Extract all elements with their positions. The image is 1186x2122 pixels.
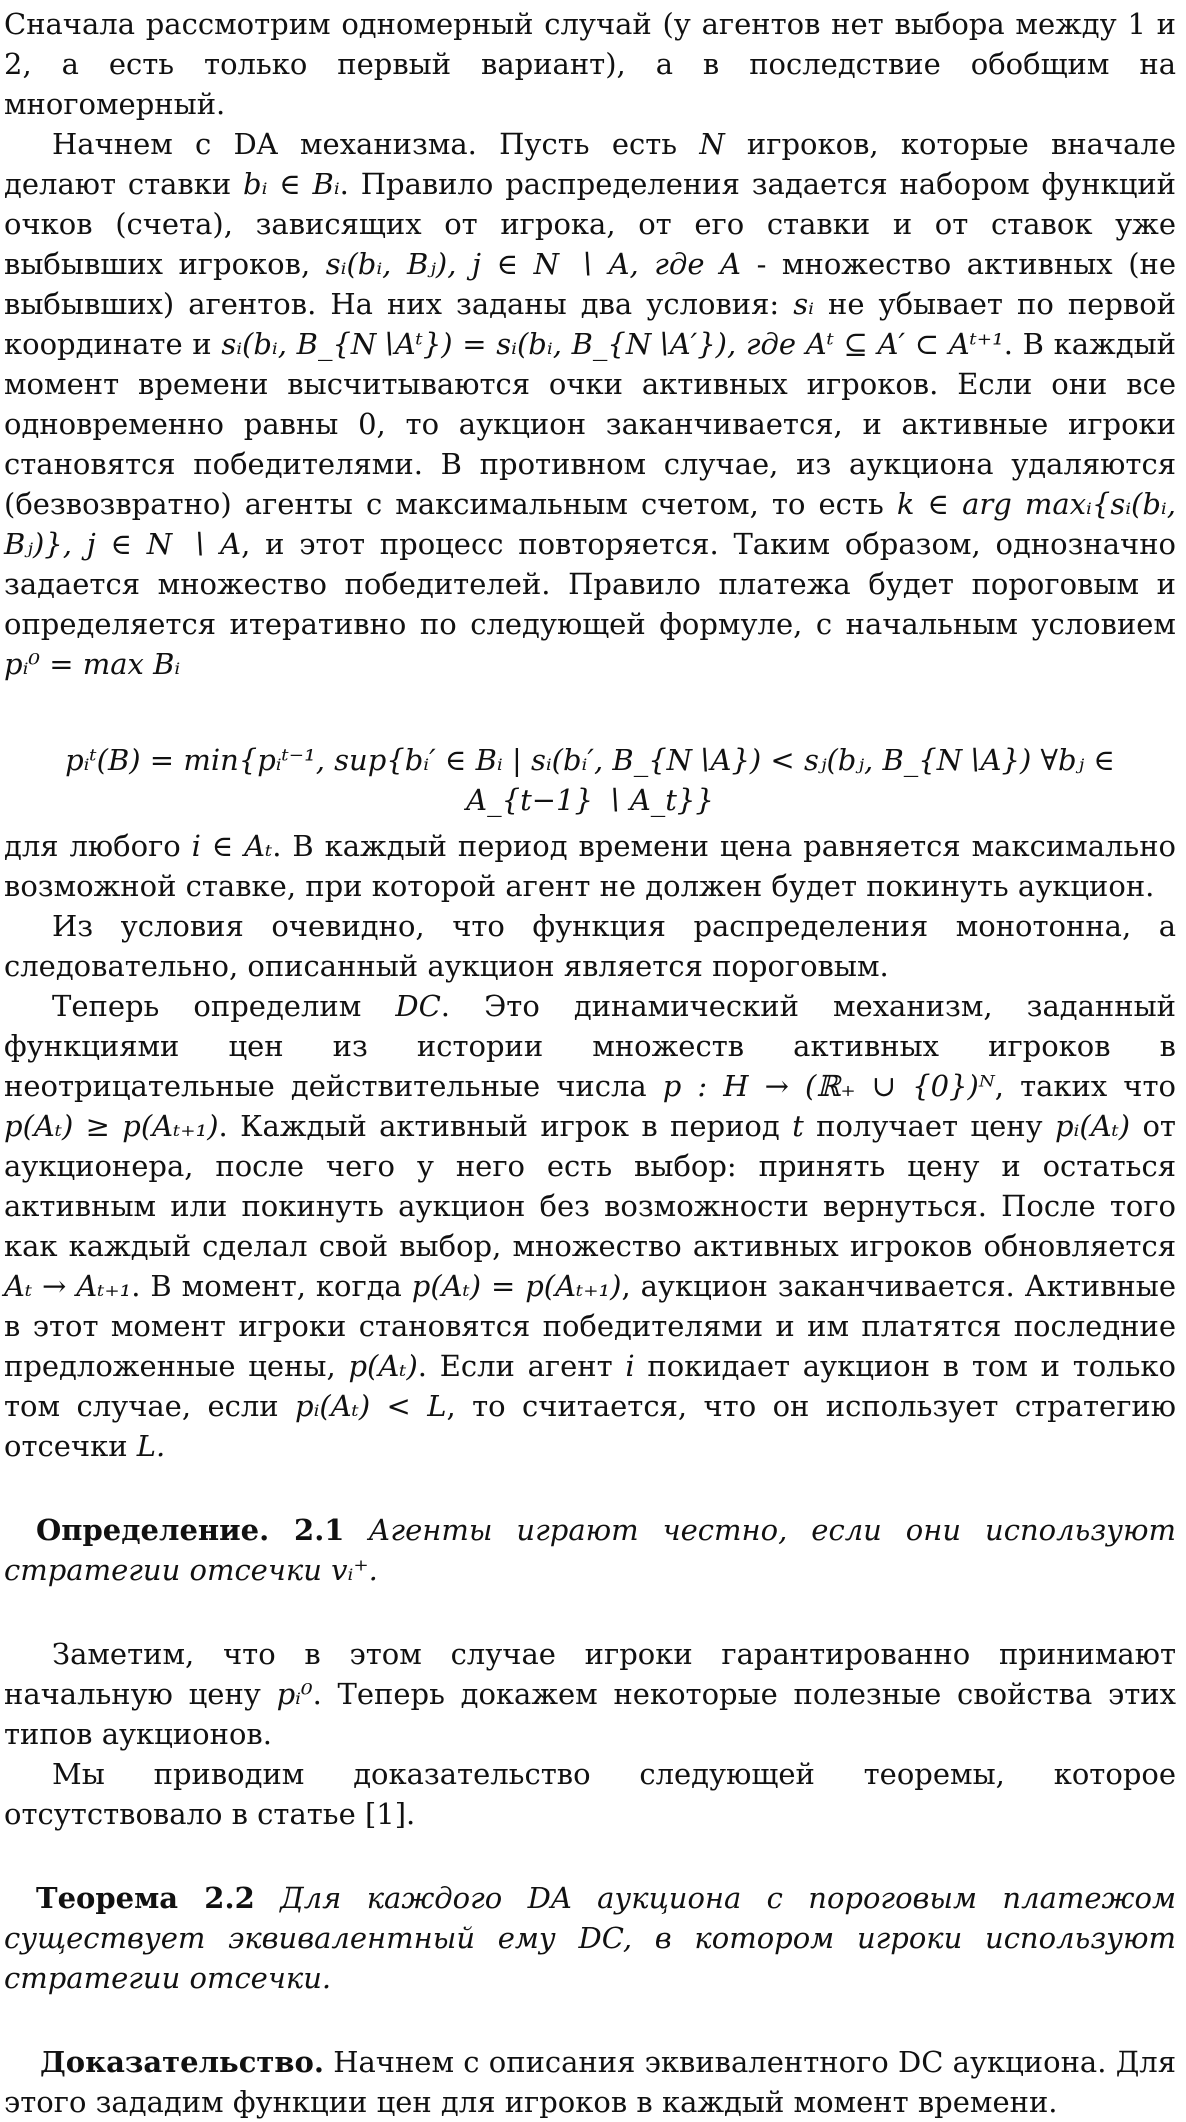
text-run: не убывает по первой координате и bbox=[4, 287, 1176, 361]
paragraph-remark bbox=[4, 1634, 1176, 1754]
paragraph-price-explanation bbox=[4, 826, 1176, 906]
math-pi0: pᵢ⁰ bbox=[276, 1677, 313, 1711]
math-cutoff-condition: pᵢ(Aₜ) < L bbox=[295, 1389, 447, 1423]
math-argmax: k ∈ arg maxᵢ{sᵢ(bᵢ, Bⱼ)}, j ∈ N ∖ A bbox=[4, 487, 1176, 561]
text-run: . Правило распределения задается набором функций очков (счета), зависящих от игрока, от его ставки и от ставок уже выбывших игроков, bbox=[4, 167, 1177, 281]
paragraph-intro: Сначала рассмотрим одномерный случай (у агентов нет выбора между 1 и 2, а есть только первый вариант), а в последствие обобщим на многомерный. bbox=[4, 7, 1176, 121]
text-run: покидает аукцион в том и только том случае, если bbox=[4, 1349, 1176, 1423]
math-l: L. bbox=[136, 1429, 166, 1463]
math-n: N bbox=[699, 127, 725, 161]
text-run: . Каждый активный игрок в период bbox=[218, 1109, 793, 1143]
text-run: Начнем с DA механизма. Пусть есть bbox=[52, 127, 700, 161]
text-run: . В момент, когда bbox=[131, 1269, 412, 1303]
definition-block bbox=[4, 1510, 1176, 1590]
paragraph-dc-definition bbox=[4, 986, 1176, 1466]
text-run: Заметим, что в этом случае игроки гарантированно принимают начальную цену bbox=[4, 1637, 1176, 1711]
math-bid-set: bᵢ ∈ Bᵢ bbox=[243, 167, 340, 201]
text-run: . В каждый период времени цена равняется максимально возможной ставке, при которой агент не должен будет покинуть аукцион. bbox=[4, 829, 1176, 903]
paragraph-monotone: Из условия очевидно, что функция распределения монотонна, а следовательно, описанный аукцион является пороговым. bbox=[4, 909, 1176, 983]
math-si: sᵢ bbox=[793, 287, 814, 321]
math-price-map: p : H → (ℝ₊ ∪ {0})ᴺ bbox=[662, 1069, 995, 1103]
text-run: , таких что bbox=[994, 1069, 1176, 1103]
math-initial-price: pᵢ⁰ = max Bᵢ bbox=[4, 647, 181, 681]
text-run: Теперь определим bbox=[52, 989, 396, 1023]
theorem-label: Теорема 2.2 bbox=[36, 1881, 255, 1915]
math-pi-at: pᵢ(Aₜ) bbox=[1054, 1109, 1131, 1143]
definition-label: Определение. 2.1 bbox=[36, 1513, 345, 1547]
math-price-formula: pᵢᵗ(B) = min{pᵢᵗ⁻¹, sup{bᵢ′ ∈ Bᵢ | sᵢ(bᵢ′, B_{N∖A}) < sⱼ(bⱼ, B_{N∖A}) ∀bⱼ ∈ A_{t−1} ∖ A_t}} bbox=[65, 743, 1115, 817]
text-run: для любого bbox=[4, 829, 192, 863]
math-stop-condition: p(Aₜ) = p(Aₜ₊₁) bbox=[411, 1269, 622, 1303]
math-score-function: sᵢ(bᵢ, Bⱼ), j ∈ N ∖ A, где A bbox=[325, 247, 741, 281]
proof-text: Начнем с описания эквивалентного DC аукциона. Для этого зададим функции цен для игроков в каждый момент времени. bbox=[4, 2045, 1176, 2119]
math-monotone-prices: p(Aₜ) ≥ p(Aₜ₊₁) bbox=[4, 1109, 219, 1143]
text-run: . Это динамический механизм, заданный функциями цен из истории множеств активных игроков в неотрицательные действительные числа bbox=[4, 989, 1176, 1103]
math-dc: DC bbox=[395, 989, 441, 1023]
math-i: i bbox=[625, 1349, 635, 1383]
text-run: от аукционера, после чего у него есть выбор: принять цену и остаться активным или покинуть аукцион без возможности вернуться. После того как каждый сделал свой выбор, множество активных игроков обновляется bbox=[4, 1109, 1176, 1263]
text-run: - множество активных (не выбывших) агентов. На них заданы два условия: bbox=[4, 247, 1176, 321]
math-last-price: p(Aₜ) bbox=[348, 1349, 418, 1383]
text-run: , то считается, что он использует стратегию отсечки bbox=[4, 1389, 1176, 1463]
theorem-block bbox=[4, 1878, 1176, 1998]
theorem-text: Для каждого DA аукциона с пороговым платежом существует эквивалентный ему DC, в котором игроки используют стратегии отсечки. bbox=[4, 1881, 1176, 1995]
math-i-in-at: i ∈ Aₜ bbox=[191, 829, 273, 863]
text-run: . Если агент bbox=[417, 1349, 626, 1383]
text-run: игроков, которые вначале делают ставки bbox=[4, 127, 1176, 201]
math-update: Aₜ → Aₜ₊₁ bbox=[4, 1269, 132, 1303]
paragraph-proof-intro: Мы приводим доказательство следующей теоремы, которое отсутствовало в статье [1]. bbox=[4, 1757, 1176, 1831]
proof-block bbox=[4, 2042, 1176, 2122]
paragraph-da-mechanism bbox=[4, 124, 1176, 684]
math-t: t bbox=[792, 1109, 804, 1143]
text-run: , и этот процесс повторяется. Таким образом, однозначно задается множество победителей. Правило платежа будет пороговым и определяется итеративно по следующей формуле, с начальным условием bbox=[4, 527, 1176, 641]
text-run: . В каждый момент времени высчитываются очки активных игроков. Если они все одновременно равны 0, то аукцион заканчивается, и активные игроки становятся победителями. В противном случае, из аукциона удаляются (безвозвратно) агенты с максимальным счетом, то есть bbox=[4, 327, 1176, 521]
proof-label: Доказательство. bbox=[40, 2045, 324, 2079]
text-run: . Теперь докажем некоторые полезные свойства этих типов аукционов. bbox=[4, 1677, 1176, 1751]
definition-text: Агенты играют честно, если они используют стратегии отсечки vᵢ⁺. bbox=[4, 1513, 1176, 1587]
math-condition-two: sᵢ(bᵢ, B_{N∖Aᵗ}) = sᵢ(bᵢ, B_{N∖A′}), где Aᵗ ⊆ A′ ⊂ Aᵗ⁺¹ bbox=[221, 327, 1004, 361]
display-equation bbox=[4, 740, 1176, 820]
text-run: получает цену bbox=[803, 1109, 1055, 1143]
text-run: , аукцион заканчивается. Активные в этот момент игроки становятся победителями и им платятся последние предложенные цены, bbox=[4, 1269, 1176, 1383]
